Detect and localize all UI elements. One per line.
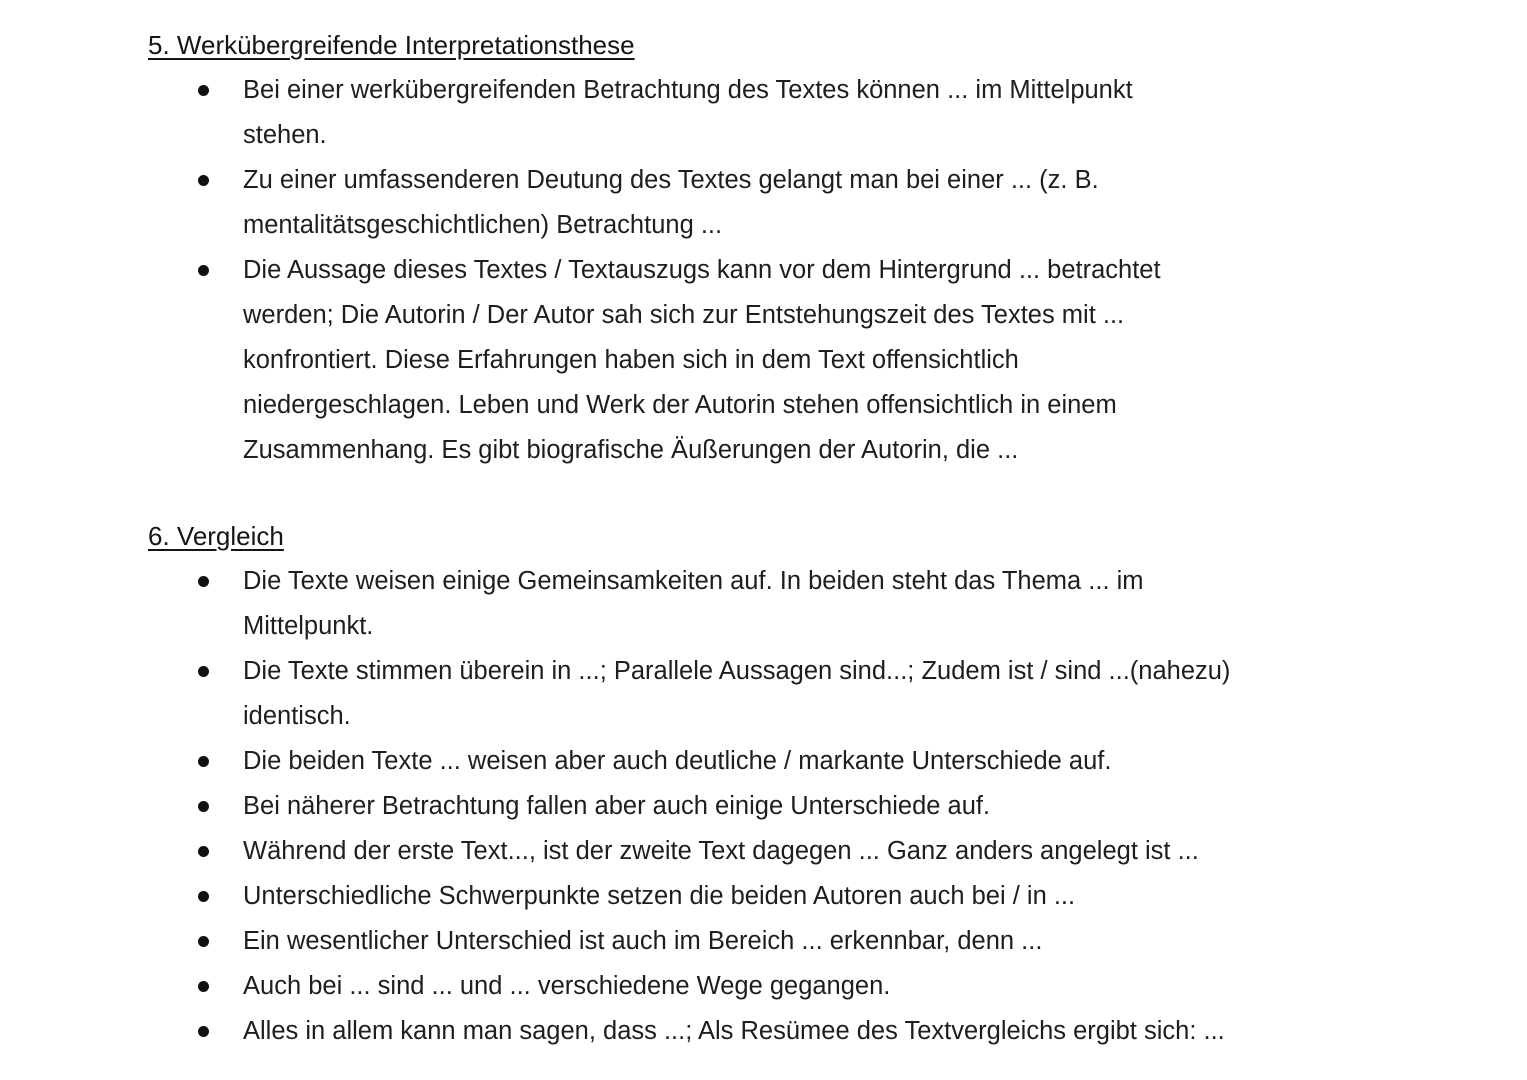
bullet-icon — [198, 265, 209, 276]
list-item-text: Die Aussage dieses Textes / Textauszugs kann vor dem Hintergrund ... betrachtet — [243, 256, 1161, 284]
list-item-text: werden; Die Autorin / Der Autor sah sich zur Entstehungszeit des Textes mit ... — [243, 301, 1125, 329]
list-item-text: Die Texte weisen einige Gemeinsamkeiten auf. In beiden steht das Thema ... im — [243, 567, 1144, 595]
list-item-text: Bei einer werkübergreifenden Betrachtung des Textes können ... im Mittelpunkt — [243, 76, 1133, 104]
list-item-text: Während der erste Text..., ist der zweite Text dagegen ... Ganz anders angelegt ist ... — [243, 837, 1199, 865]
list-item-text: Die beiden Texte ... weisen aber auch deutliche / markante Unterschiede auf. — [243, 747, 1112, 775]
list-item-text: konfrontiert. Diese Erfahrungen haben sich in dem Text offensichtlich — [243, 346, 1019, 374]
bullet-list — [148, 559, 1230, 1054]
list-item — [148, 874, 1230, 919]
bullet-icon — [198, 846, 209, 857]
section-vergleich — [148, 518, 1230, 1054]
bullet-icon — [198, 936, 209, 947]
bullet-icon — [198, 666, 209, 677]
list-item-text: Die Texte stimmen überein in ...; Parallele Aussagen sind...; Zudem ist / sind ...(nahezu) — [243, 657, 1231, 685]
list-item — [148, 964, 1230, 1009]
bullet-icon — [198, 756, 209, 767]
bullet-icon — [198, 981, 209, 992]
list-item — [148, 559, 1230, 649]
list-item-text: mentalitätsgeschichtlichen) Betrachtung ... — [243, 211, 723, 239]
section-heading: 5. Werkübergreifende Interpretationsthese — [148, 30, 635, 60]
bullet-icon — [198, 85, 209, 96]
bullet-icon — [198, 576, 209, 587]
bullet-icon — [198, 1026, 209, 1037]
list-item-text: Bei näherer Betrachtung fallen aber auch einige Unterschiede auf. — [243, 792, 991, 820]
list-item — [148, 649, 1230, 739]
list-item — [148, 784, 1230, 829]
list-item-text: Mittelpunkt. — [243, 612, 374, 640]
list-item-text: Zusammenhang. Es gibt biografische Äußerungen der Autorin, die ... — [243, 436, 1019, 464]
list-item-text: Ein wesentlicher Unterschied ist auch im Bereich ... erkennbar, denn ... — [243, 927, 1043, 955]
list-item — [148, 248, 1161, 473]
list-item-text: Alles in allem kann man sagen, dass ...; Als Resümee des Textvergleichs ergibt sich: ... — [243, 1017, 1225, 1045]
bullet-list — [148, 68, 1161, 473]
list-item-text: Unterschiedliche Schwerpunkte setzen die beiden Autoren auch bei / in ... — [243, 882, 1076, 910]
list-item — [148, 739, 1230, 784]
bullet-icon — [198, 801, 209, 812]
list-item — [148, 158, 1161, 248]
section-werkuebergreifende-interpretationsthese — [148, 27, 1161, 473]
list-item-text: Zu einer umfassenderen Deutung des Textes gelangt man bei einer ... (z. B. — [243, 166, 1099, 194]
section-heading: 6. Vergleich — [148, 521, 284, 551]
list-item-text: stehen. — [243, 121, 327, 149]
list-item-text: Auch bei ... sind ... und ... verschiedene Wege gegangen. — [243, 972, 891, 1000]
list-item-text: identisch. — [243, 702, 351, 730]
list-item — [148, 919, 1230, 964]
list-item-text: niedergeschlagen. Leben und Werk der Autorin stehen offensichtlich in einem — [243, 391, 1117, 419]
list-item — [148, 829, 1230, 874]
list-item — [148, 1009, 1230, 1054]
bullet-icon — [198, 175, 209, 186]
bullet-icon — [198, 891, 209, 902]
list-item — [148, 68, 1161, 158]
